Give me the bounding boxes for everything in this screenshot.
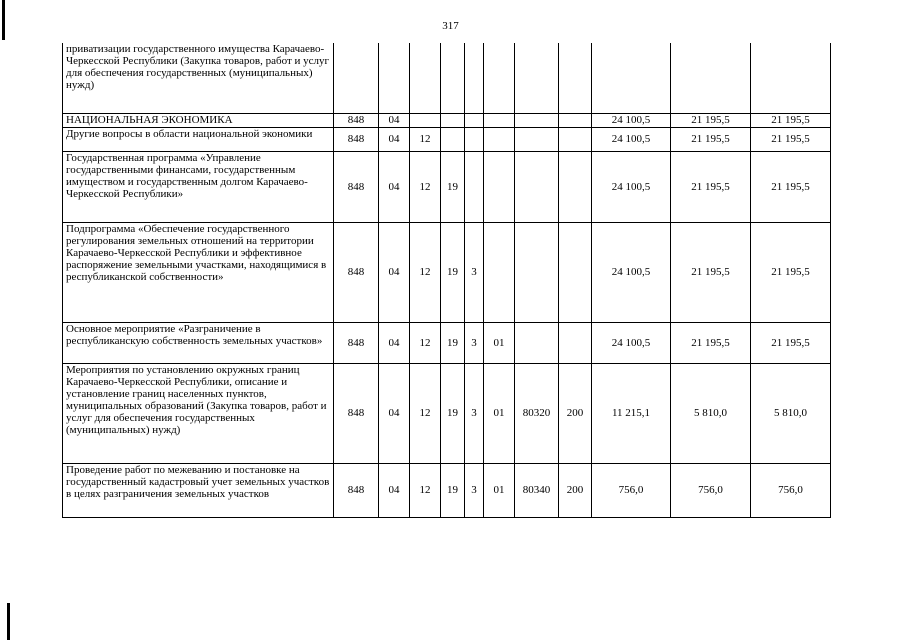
expense-type-code	[559, 222, 592, 322]
measure-code	[484, 113, 515, 127]
row-name: Проведение работ по межеванию и постановке на государственный кадастровый учет земельных участков в целях разграничения земельных участков	[63, 463, 334, 517]
amount-year-2: 21 195,5	[671, 322, 751, 363]
glava-code: 848	[334, 127, 379, 151]
direction-code	[515, 151, 559, 222]
amount-year-1	[592, 43, 671, 113]
subprogram-code	[465, 43, 484, 113]
expense-type-code	[559, 43, 592, 113]
subsection-code: 12	[410, 222, 441, 322]
section-code: 04	[379, 113, 410, 127]
program-code: 19	[441, 363, 465, 463]
amount-year-3: 5 810,0	[751, 363, 831, 463]
expense-type-code	[559, 151, 592, 222]
section-code: 04	[379, 151, 410, 222]
subsection-code	[410, 113, 441, 127]
glava-code: 848	[334, 463, 379, 517]
row-name: Государственная программа «Управление государственными финансами, государственным имуществом и государственным долгом Карачаево-Черкесской Республики»	[63, 151, 334, 222]
table-row	[63, 43, 831, 113]
measure-code: 01	[484, 363, 515, 463]
table-row	[63, 113, 831, 127]
measure-code: 01	[484, 322, 515, 363]
amount-year-2: 21 195,5	[671, 127, 751, 151]
subprogram-code: 3	[465, 463, 484, 517]
section-code: 04	[379, 222, 410, 322]
table-row	[63, 463, 831, 517]
direction-code: 80320	[515, 363, 559, 463]
row-name: Другие вопросы в области национальной экономики	[63, 127, 334, 151]
measure-code	[484, 127, 515, 151]
amount-year-2	[671, 43, 751, 113]
direction-code: 80340	[515, 463, 559, 517]
program-code	[441, 113, 465, 127]
amount-year-3: 21 195,5	[751, 113, 831, 127]
amount-year-3: 21 195,5	[751, 127, 831, 151]
program-code: 19	[441, 222, 465, 322]
program-code: 19	[441, 463, 465, 517]
amount-year-2: 5 810,0	[671, 363, 751, 463]
subprogram-code	[465, 127, 484, 151]
amount-year-3: 756,0	[751, 463, 831, 517]
section-code: 04	[379, 363, 410, 463]
glava-code: 848	[334, 322, 379, 363]
expense-type-code	[559, 127, 592, 151]
table-row	[63, 322, 831, 363]
subsection-code: 12	[410, 463, 441, 517]
expense-type-code	[559, 113, 592, 127]
subsection-code: 12	[410, 322, 441, 363]
measure-code	[484, 222, 515, 322]
expense-type-code	[559, 322, 592, 363]
glava-code: 848	[334, 363, 379, 463]
row-name: Мероприятия по установлению окружных границ Карачаево-Черкесской Республики, описание и установление границ населенных пунктов, муниципальных образований (Закупка товаров, работ и услуг для обеспечения государственных (муниципальных) нужд)	[63, 363, 334, 463]
table-row	[63, 127, 831, 151]
subsection-code: 12	[410, 151, 441, 222]
row-name: приватизации государственного имущества Карачаево-Черкесской Республики (Закупка товаров, работ и услуг для обеспечения государственных (муниципальных) нужд)	[63, 43, 334, 113]
amount-year-3: 21 195,5	[751, 151, 831, 222]
table-row	[63, 151, 831, 222]
table-row	[63, 222, 831, 322]
direction-code	[515, 127, 559, 151]
amount-year-1: 24 100,5	[592, 127, 671, 151]
amount-year-3	[751, 43, 831, 113]
amount-year-3: 21 195,5	[751, 222, 831, 322]
subprogram-code: 3	[465, 363, 484, 463]
amount-year-1: 24 100,5	[592, 113, 671, 127]
subsection-code: 12	[410, 363, 441, 463]
row-name: НАЦИОНАЛЬНАЯ ЭКОНОМИКА	[63, 113, 334, 127]
amount-year-2: 21 195,5	[671, 222, 751, 322]
subprogram-code	[465, 151, 484, 222]
measure-code	[484, 151, 515, 222]
glava-code: 848	[334, 222, 379, 322]
amount-year-1: 11 215,1	[592, 363, 671, 463]
direction-code	[515, 43, 559, 113]
amount-year-3: 21 195,5	[751, 322, 831, 363]
amount-year-1: 24 100,5	[592, 222, 671, 322]
amount-year-2: 756,0	[671, 463, 751, 517]
direction-code	[515, 113, 559, 127]
subsection-code: 12	[410, 127, 441, 151]
section-code: 04	[379, 127, 410, 151]
amount-year-1: 24 100,5	[592, 151, 671, 222]
subprogram-code: 3	[465, 322, 484, 363]
section-code	[379, 43, 410, 113]
row-name: Подпрограмма «Обеспечение государственного регулирования земельных отношений на территории Карачаево-Черкесской Республики и эффективное распоряжение земельными участками, находящимися в республиканской собственности»	[63, 222, 334, 322]
glava-code: 848	[334, 151, 379, 222]
page-number: 317	[442, 20, 459, 32]
expense-type-code: 200	[559, 363, 592, 463]
glava-code	[334, 43, 379, 113]
program-code: 19	[441, 322, 465, 363]
table-row	[63, 363, 831, 463]
measure-code	[484, 43, 515, 113]
amount-year-1: 756,0	[592, 463, 671, 517]
direction-code	[515, 222, 559, 322]
amount-year-2: 21 195,5	[671, 113, 751, 127]
measure-code: 01	[484, 463, 515, 517]
direction-code	[515, 322, 559, 363]
scan-edge-mark-bottom	[7, 603, 10, 640]
section-code: 04	[379, 463, 410, 517]
expense-type-code: 200	[559, 463, 592, 517]
budget-table	[62, 43, 831, 518]
subprogram-code: 3	[465, 222, 484, 322]
budget-table-body	[63, 43, 831, 517]
amount-year-1: 24 100,5	[592, 322, 671, 363]
glava-code: 848	[334, 113, 379, 127]
program-code	[441, 43, 465, 113]
subprogram-code	[465, 113, 484, 127]
row-name: Основное мероприятие «Разграничение в республиканскую собственность земельных участков»	[63, 322, 334, 363]
program-code	[441, 127, 465, 151]
section-code: 04	[379, 322, 410, 363]
amount-year-2: 21 195,5	[671, 151, 751, 222]
program-code: 19	[441, 151, 465, 222]
subsection-code	[410, 43, 441, 113]
